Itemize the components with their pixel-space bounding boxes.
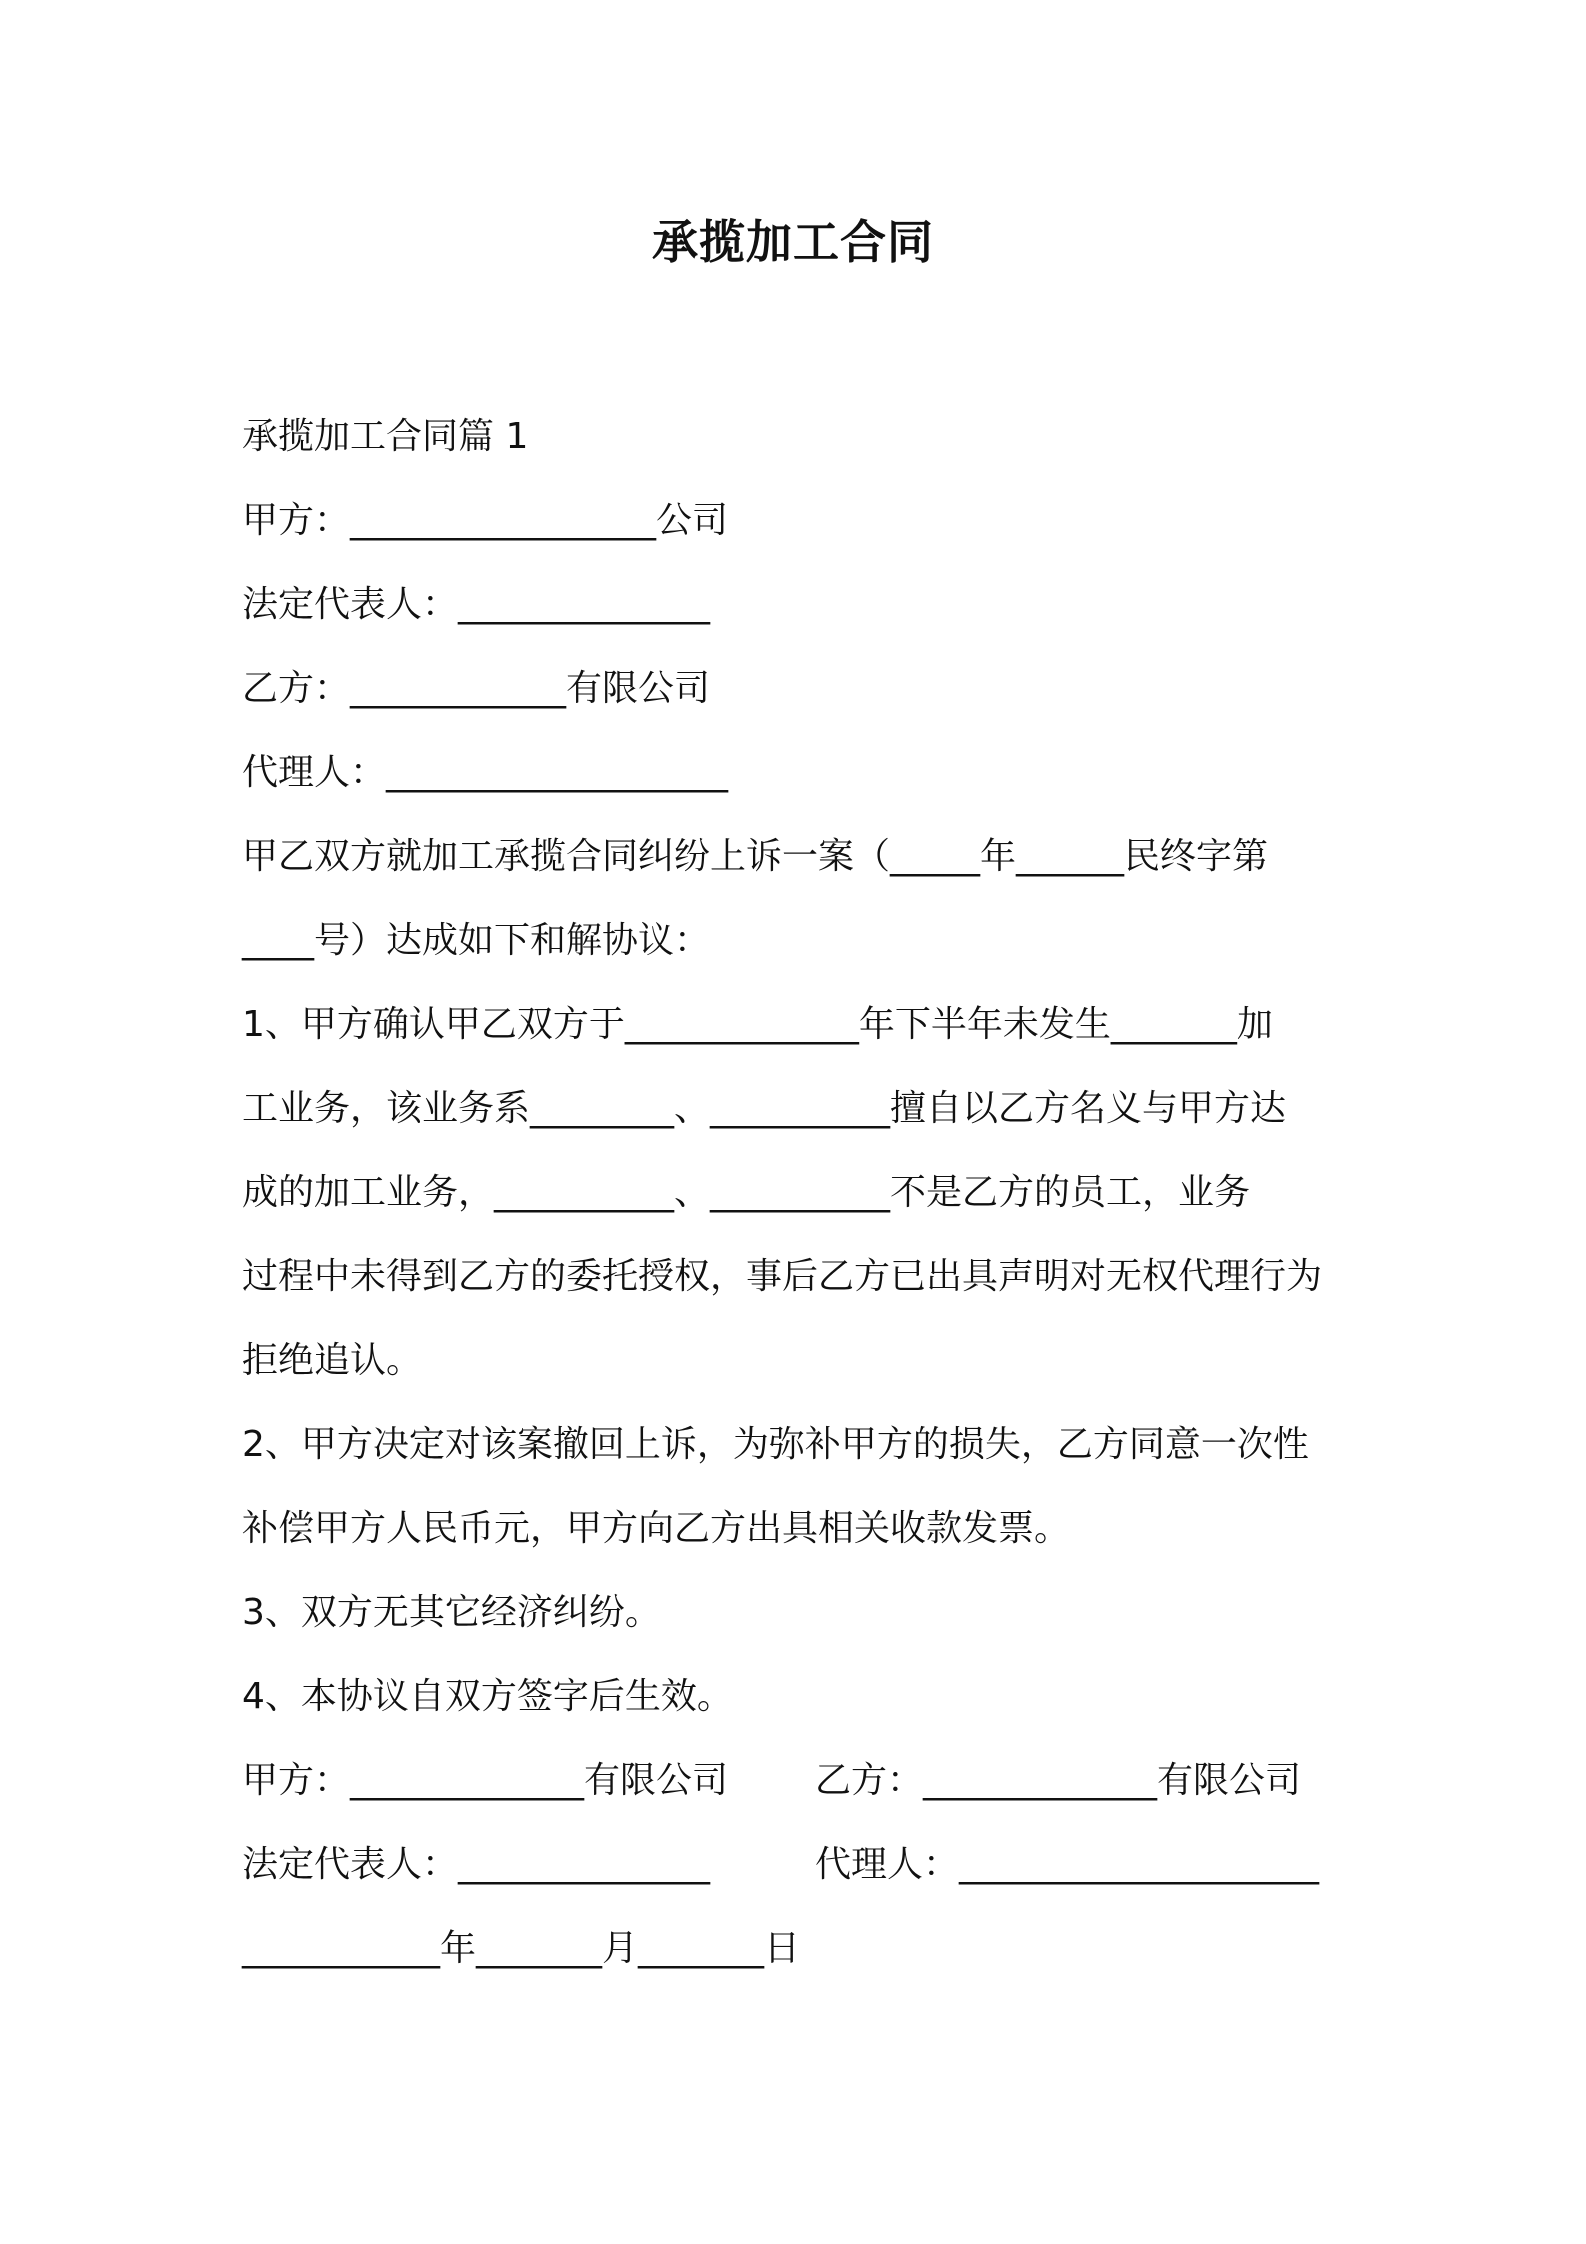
clause-2-line-2: 补偿甲方人民币元，甲方向乙方出具相关收款发票。 (242, 1508, 1071, 1549)
signature-party-a: 甲方：_____________有限公司 (242, 1760, 729, 1801)
legal-representative-line: 法定代表人：______________ (242, 584, 711, 625)
signature-party-b: 乙方：_____________有限公司 (815, 1760, 1302, 1801)
clause-3-line: 3、双方无其它经济纠纷。 (242, 1592, 661, 1633)
clause-1-line-5: 拒绝追认。 (242, 1340, 423, 1381)
clause-1-line-1: 1、甲方确认甲乙双方于_____________年下半年未发生_______加 (242, 1004, 1273, 1045)
signature-date: ___________年_______月_______日 (242, 1928, 800, 1969)
clause-1-line-2: 工业务，该业务系________、__________擅自以乙方名义与甲方达 (242, 1088, 1287, 1129)
signature-representative: 法定代表人：______________ (242, 1844, 711, 1885)
document-title: 承揽加工合同 (652, 215, 934, 269)
agent-line: 代理人：___________________ (242, 752, 729, 793)
clause-2-line-1: 2、甲方决定对该案撤回上诉，为弥补甲方的损失，乙方同意一次性 (242, 1424, 1309, 1465)
clause-4-line: 4、本协议自双方签字后生效。 (242, 1676, 733, 1717)
preamble-line-2: ____号）达成如下和解协议： (242, 920, 711, 961)
party-b-line: 乙方：____________有限公司 (242, 668, 711, 709)
preamble-line-1: 甲乙双方就加工承揽合同纠纷上诉一案（_____年______民终字第 (242, 836, 1269, 877)
section-heading: 承揽加工合同篇 1 (242, 416, 529, 457)
clause-1-line-4: 过程中未得到乙方的委托授权，事后乙方已出具声明对无权代理行为 (242, 1256, 1323, 1297)
party-a-line: 甲方：_________________公司 (242, 500, 729, 541)
clause-1-line-3: 成的加工业务，__________、__________不是乙方的员工，业务 (242, 1172, 1251, 1213)
signature-agent: 代理人：____________________ (815, 1844, 1320, 1885)
